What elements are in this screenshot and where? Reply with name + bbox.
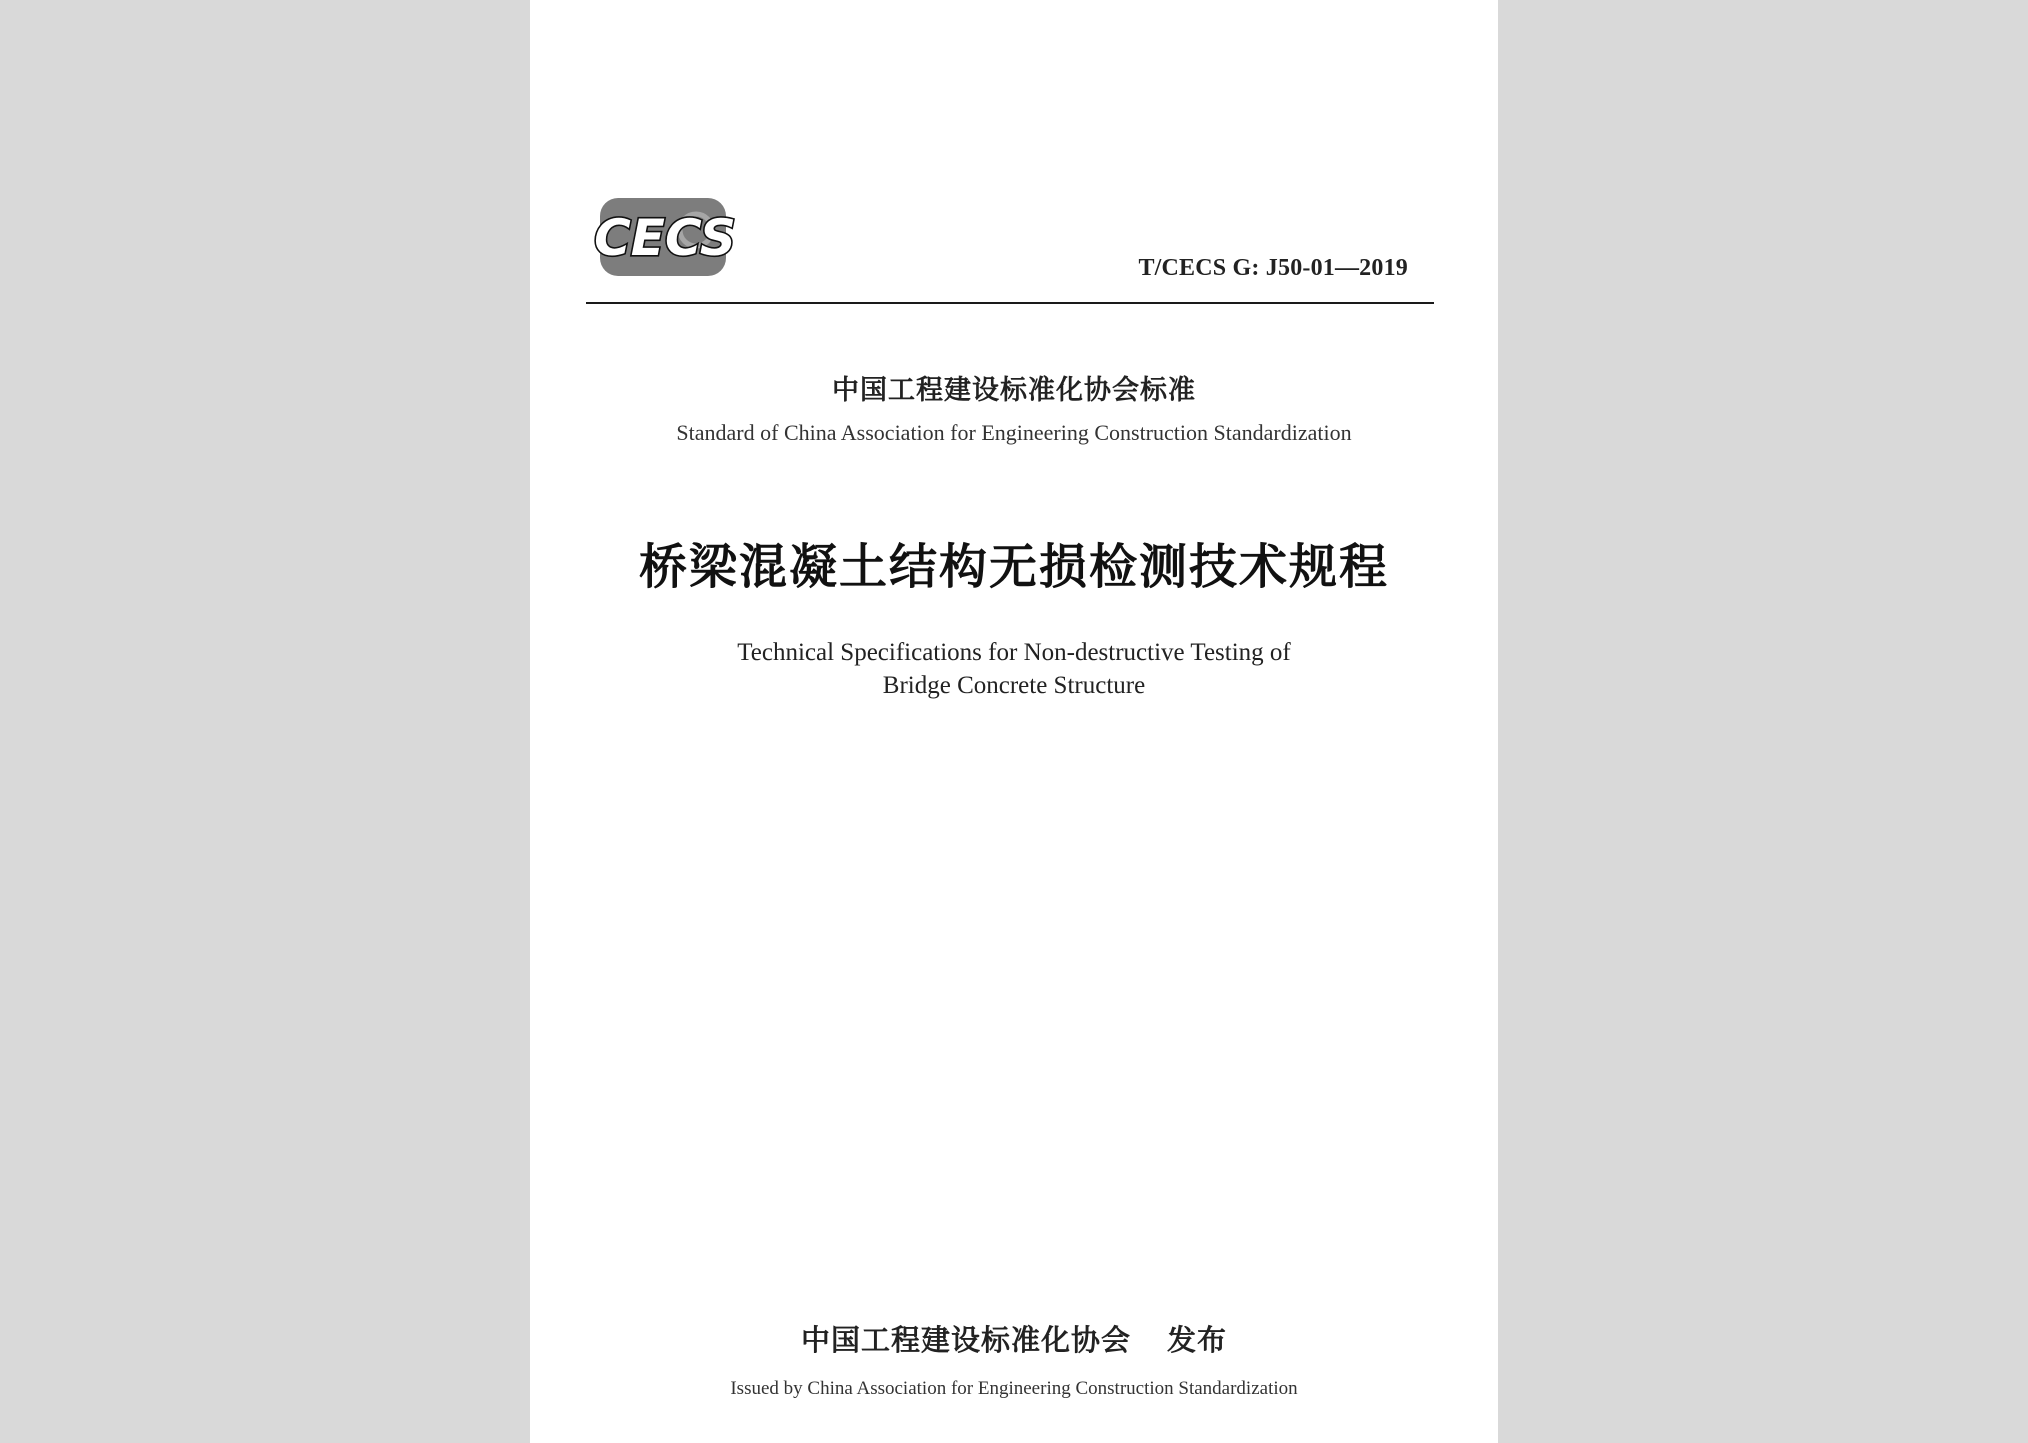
publish-action-cn: 发布 — [1167, 1323, 1228, 1357]
publisher-issued-en: Issued by China Association for Engineering Construction Standardization — [730, 1378, 1298, 1399]
association-name-cn: 中国工程建设标准化协会标准 — [832, 375, 1196, 406]
document-title-en-line2: Bridge Concrete Structure — [882, 672, 1146, 699]
association-name-en: Standard of China Association for Engineering Construction Standardization — [676, 420, 1352, 445]
publisher-name-cn: 中国工程建设标准化协会 — [800, 1323, 1131, 1357]
document-title-en — [530, 636, 1498, 702]
cecs-logo — [586, 196, 744, 278]
document-cover-page — [530, 0, 1498, 1443]
standard-code: T/CECS G: J50-01—2019 — [1138, 255, 1408, 281]
header-divider — [586, 302, 1434, 304]
publisher-line-cn — [530, 1318, 1498, 1359]
document-title-en-line1: Technical Specifications for Non-destructive Testing of — [737, 639, 1291, 666]
document-title-cn: 桥梁混凝土结构无损检测技术规程 — [638, 539, 1389, 595]
logo-text: CECS — [594, 209, 736, 267]
